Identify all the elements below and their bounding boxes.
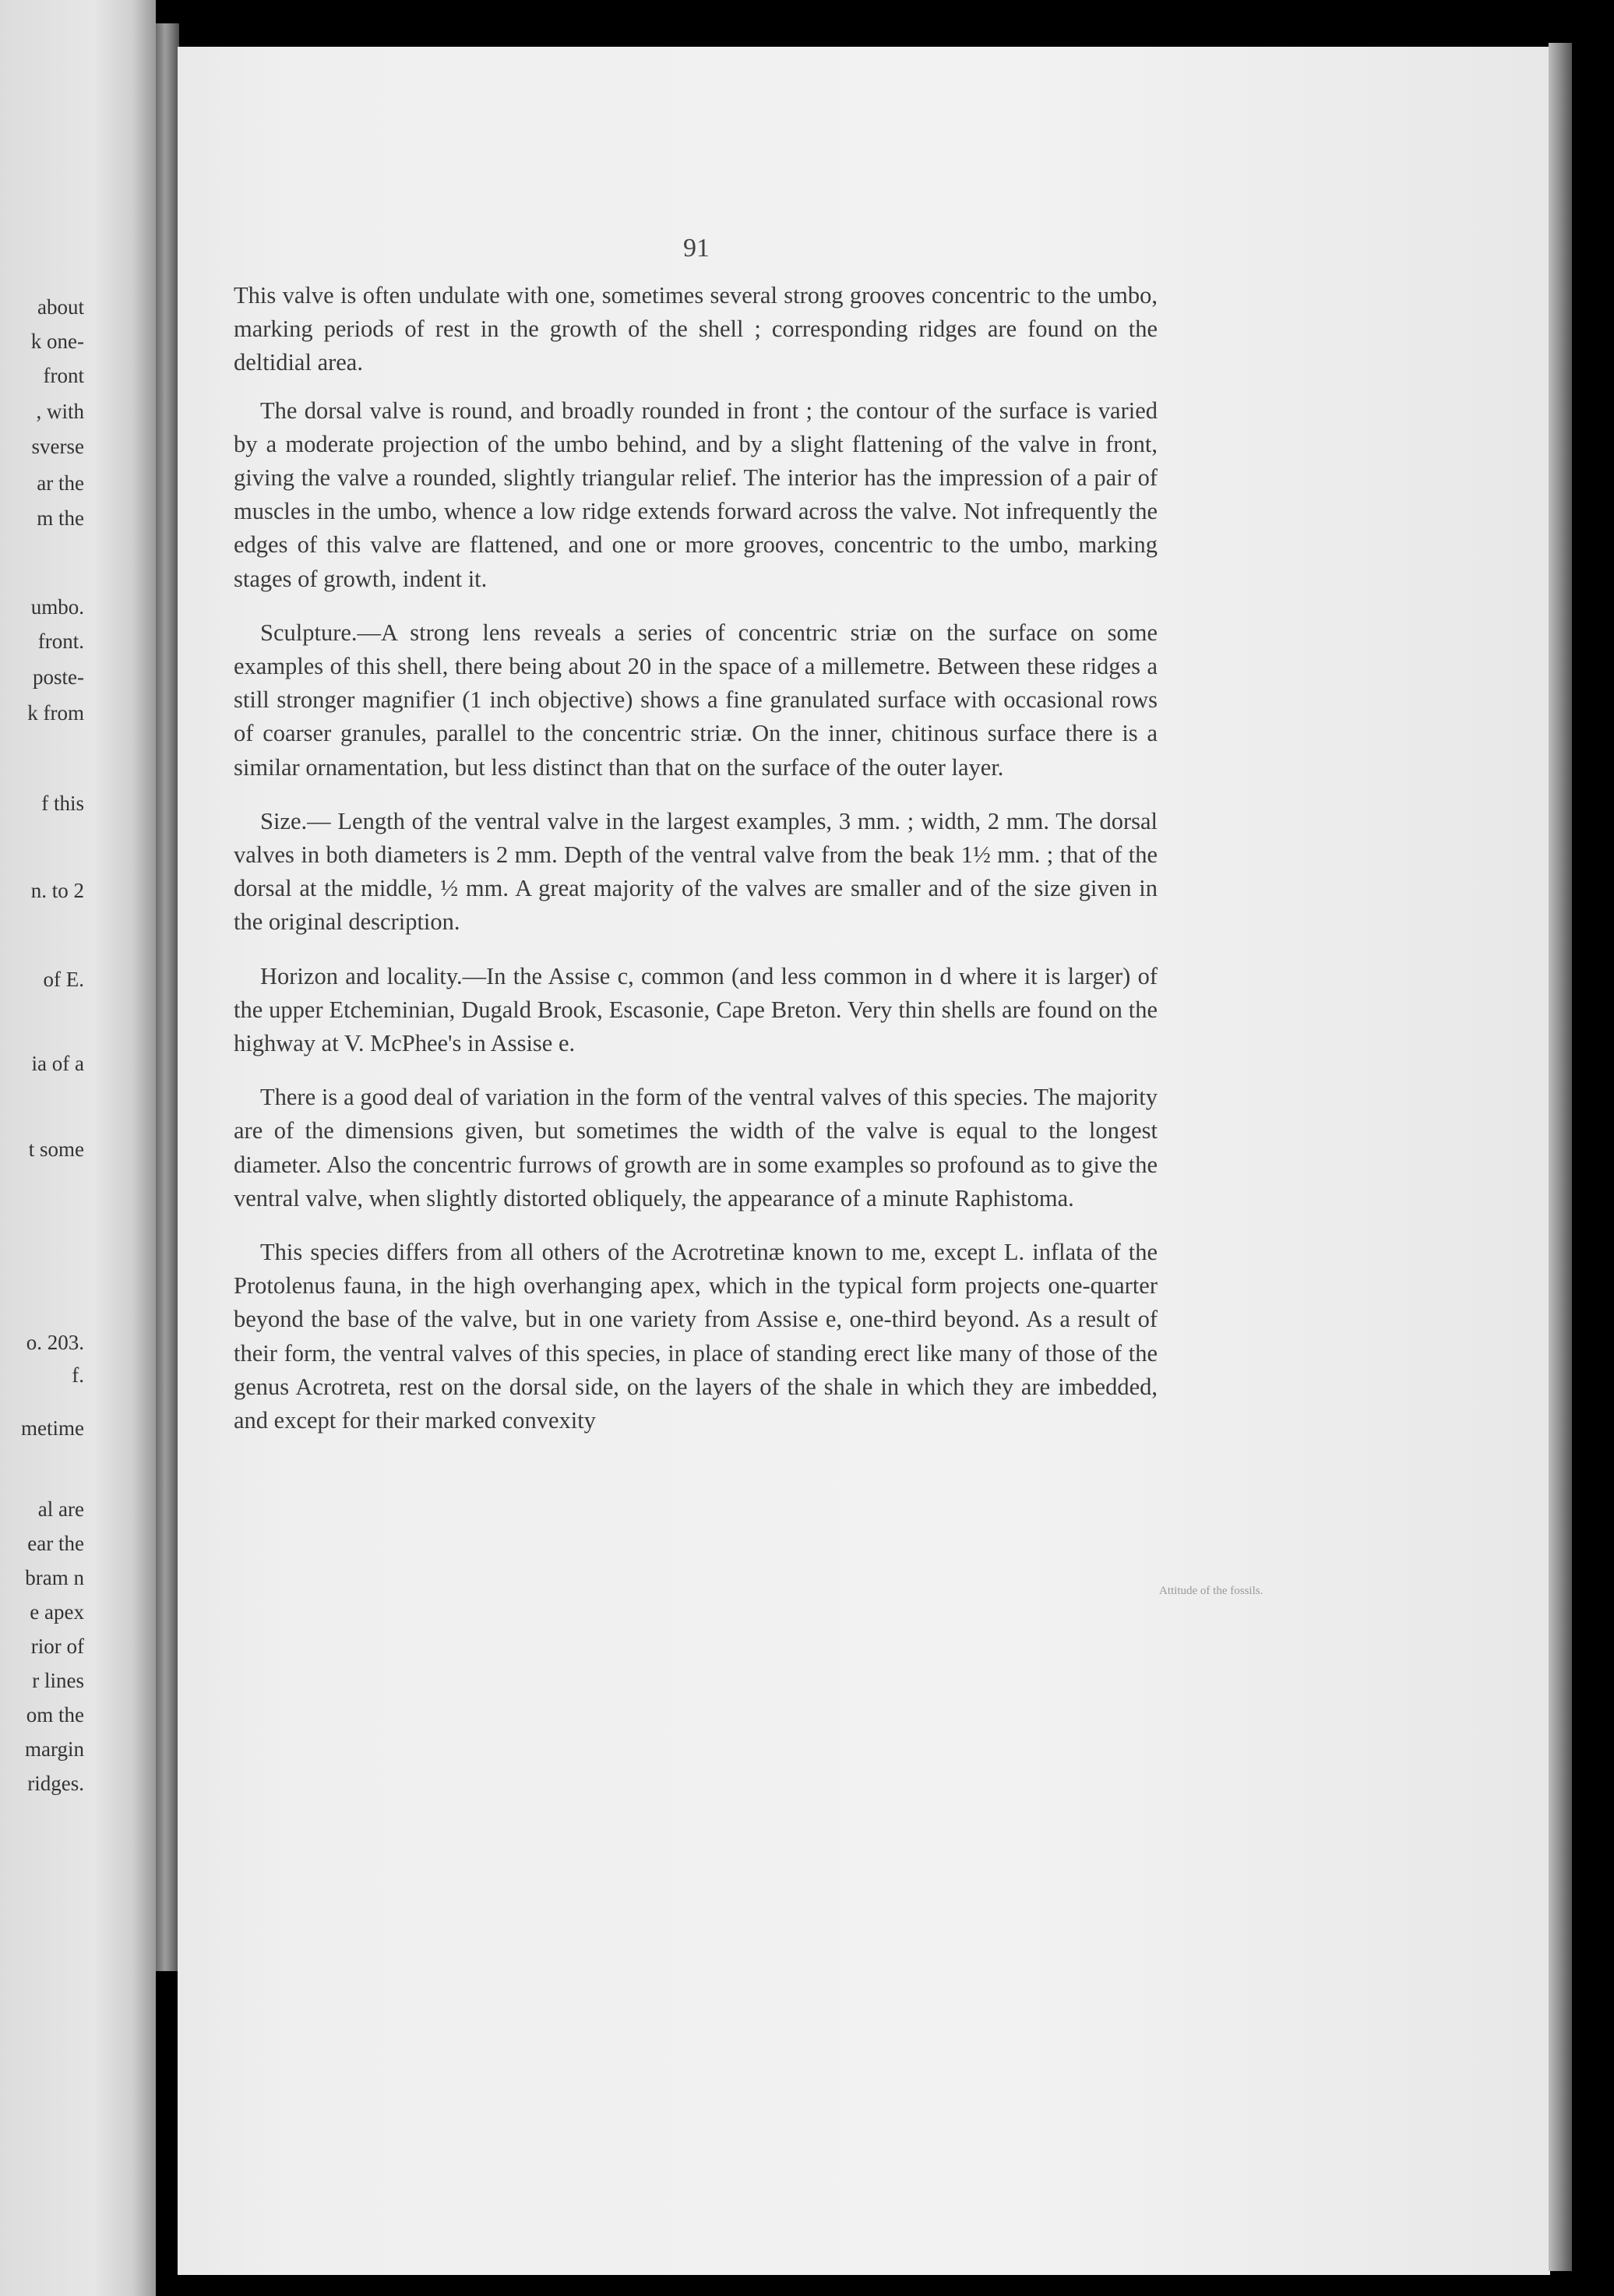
left-fragment: umbo. <box>30 595 84 619</box>
left-fragment: e apex <box>30 1600 84 1624</box>
left-fragment: metime <box>21 1416 84 1440</box>
left-facing-page <box>0 0 156 2296</box>
left-fragment: ar the <box>37 471 84 495</box>
left-fragment: ridges. <box>27 1772 84 1795</box>
paragraph: Horizon and locality.—In the Assise c, common (and less common in d where it is larger) of the upper Etcheminian, Dugald Brook, Escasonie, Cape Breton. Very thin shells are found on the highway at V. McPhee's in Assise e. <box>234 962 1158 1057</box>
left-fragment: margin <box>25 1737 84 1761</box>
left-fragment: om the <box>26 1703 84 1726</box>
left-fragment: k from <box>27 701 84 725</box>
left-fragment: bram n <box>25 1566 84 1589</box>
left-fragment: front <box>43 364 84 387</box>
left-fragment: k one- <box>30 330 84 353</box>
page-number: 91 <box>683 234 710 263</box>
left-fragment: of E. <box>43 968 84 991</box>
left-fragment: f this <box>41 792 84 815</box>
paragraph: The dorsal valve is round, and broadly rounded in front ; the contour of the surface is varied by a moderate projection of the umbo behind, and by a slight flattening of the valve in front, giving the valve a rounded, slightly triangular relief. The interior has the impression of a pair of muscles in the umbo, whence a low ridge extends forward across the valve. Not infrequently the edges of this valve are flattened, and one or more grooves, concentric to the umbo, marking stages of growth, indent it. <box>234 397 1158 592</box>
left-fragment: front. <box>37 630 84 653</box>
body-text <box>234 279 1158 1458</box>
paragraph: This species differs from all others of the Acrotretinæ known to me, except L. inflata of the Protolenus fauna, in the high overhanging apex, which in the typical form projects one-quarter beyond the base of the valve, but in one variety from Assise e, one-third beyond. As a result of their form, the ventral valves of this species, in place of standing erect like many of those of the genus Acrotreta, rest on the dorsal side, on the layers of the shale in which they are imbedded, and except for their marked convexity <box>234 1239 1158 1434</box>
left-fragment: n. to 2 <box>30 879 84 902</box>
left-fragment: m the <box>37 506 84 530</box>
paragraph: Sculpture.—A strong lens reveals a series of concentric striæ on the surface on some examples of this shell, there being about 20 in the space of a millemetre. Between these ridges a still stronger magnifier (1 inch objective) shows a fine granulated surface with occasional rows of coarser granules, parallel to the concentric striæ. On the inner, chitinous surface there is a similar ornamentation, but less distinct than that on the surface of the outer layer. <box>234 619 1158 781</box>
left-fragment: poste- <box>33 665 84 689</box>
paragraph: This valve is often undulate with one, sometimes several strong grooves concentric to the umbo, marking periods of rest in the growth of the shell ; corresponding ridges are found on the deltidial area. <box>234 282 1158 376</box>
left-fragment: o. 203. <box>26 1331 84 1354</box>
page-edge <box>1549 43 1572 2271</box>
left-fragment: ear the <box>27 1532 84 1555</box>
left-fragment: ia of a <box>31 1052 84 1075</box>
left-fragment: al are <box>37 1497 84 1521</box>
left-fragment: rior of <box>30 1635 84 1658</box>
left-fragment: f. <box>72 1363 84 1387</box>
left-fragment: sverse <box>31 435 84 458</box>
paragraph: There is a good deal of variation in the form of the ventral valves of this species. The majority are of the dimensions given, but sometimes the width of the valve is equal to the longest diameter. Also the concentric furrows of growth are in some examples so profound as to give the ventral valve, when slightly distorted obliquely, the appearance of a minute Raphistoma. <box>234 1084 1158 1211</box>
left-fragment: t some <box>28 1137 84 1161</box>
left-fragment: r lines <box>32 1669 84 1692</box>
left-fragment: about <box>37 295 84 319</box>
paragraph: Size.— Length of the ventral valve in the largest examples, 3 mm. ; width, 2 mm. The dorsal valves in both diameters is 2 mm. Depth of the ventral valve from the beak 1½ mm. ; that of the dorsal at the middle, ½ mm. A great majority of the valves are smaller and of the size given in the original description. <box>234 807 1158 936</box>
book-gutter <box>156 23 179 1971</box>
left-fragment: , with <box>36 400 84 423</box>
margin-note: Attitude of the fossils. <box>1159 1585 1263 1597</box>
